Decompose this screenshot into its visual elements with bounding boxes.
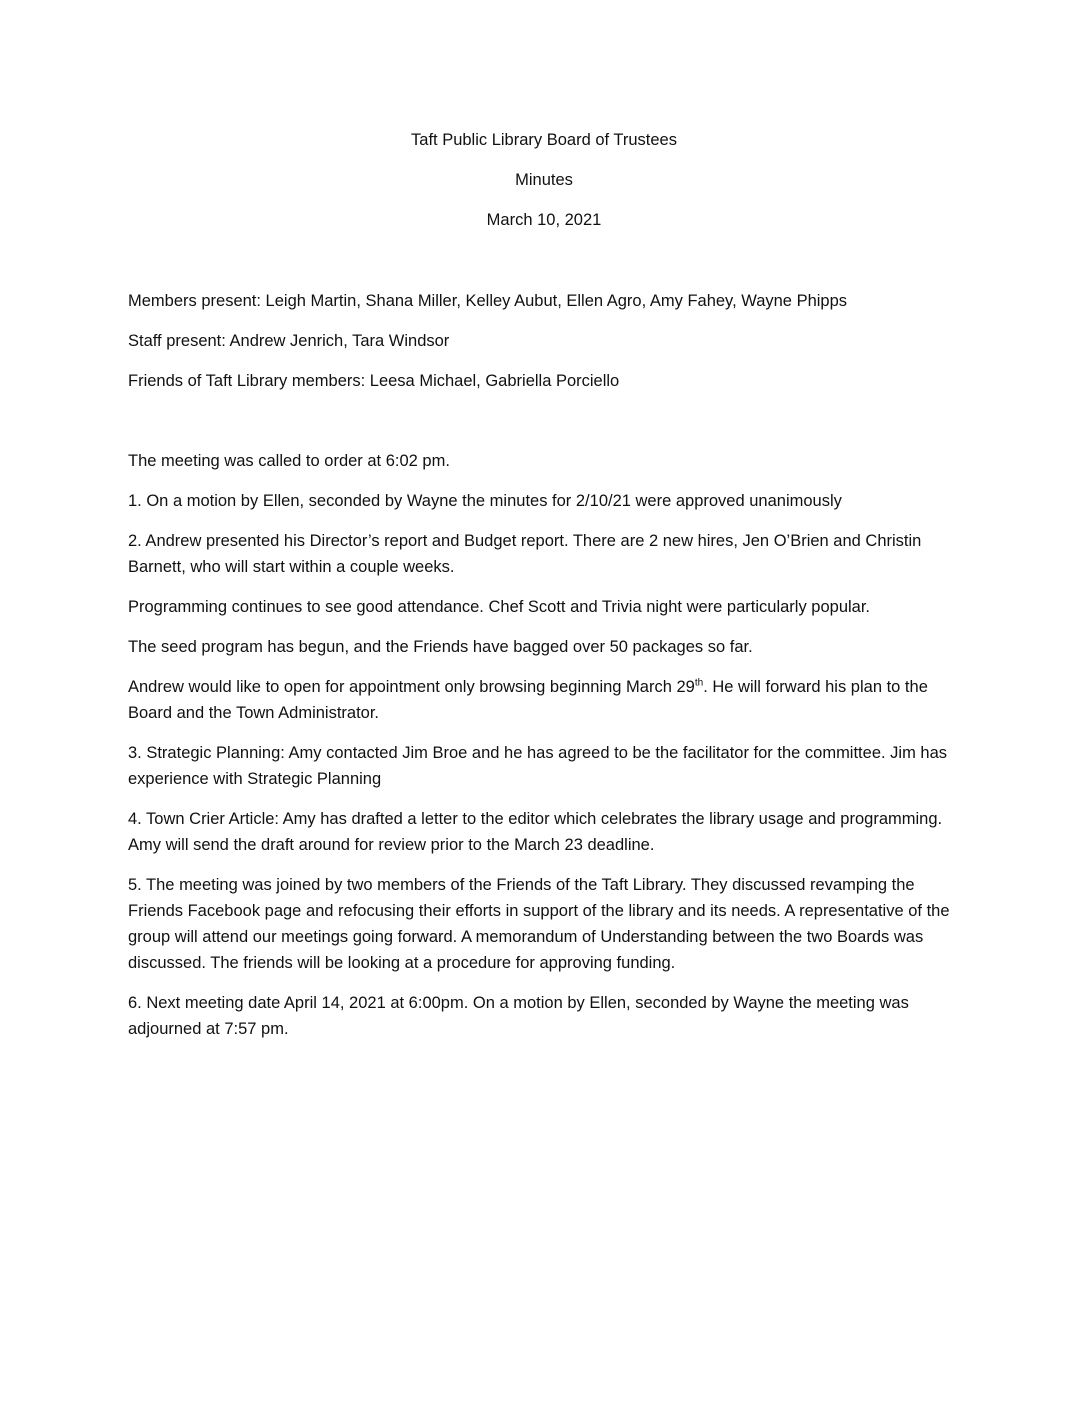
staff-present: Staff present: Andrew Jenrich, Tara Windsor [128,332,450,350]
call-to-order: The meeting was called to order at 6:02 pm. [128,452,450,470]
minutes-item-4: 4. Town Crier Article: Amy has drafted a letter to the editor which celebrates the library usage and programming. Amy will send the draft around for review prior to the March 23 deadline. [128,810,943,854]
reopening-note-text-continued: . He will forward his plan to the Board and the Town Administrator. [128,678,928,722]
minutes-item-2: 2. Andrew presented his Director’s report and Budget report. There are 2 new hires, Jen O’Brien and Christin Barnett, who will start within a couple weeks. [128,532,922,576]
seed-program-note: The seed program has begun, and the Friends have bagged over 50 packages so far. [128,638,753,656]
attendance-section [128,288,968,408]
friends-present: Friends of Taft Library members: Leesa Michael, Gabriella Porciello [128,372,620,390]
document-title: Taft Public Library Board of Trustees [411,131,677,149]
document-subtitle: Minutes [515,171,573,189]
minutes-item-6: 6. Next meeting date April 14, 2021 at 6:00pm. On a motion by Ellen, seconded by Wayne the meeting was adjourned at 7:57 pm. [128,994,909,1038]
minutes-item-1: 1. On a motion by Ellen, seconded by Wayne the minutes for 2/10/21 were approved unanimously [128,492,842,510]
document-header [0,129,1088,249]
reopening-note [128,674,968,726]
minutes-body [128,448,968,1056]
programming-note: Programming continues to see good attendance. Chef Scott and Trivia night were particularly popular. [128,598,871,616]
meeting-date: March 10, 2021 [486,211,602,229]
members-present: Members present: Leigh Martin, Shana Miller, Kelley Aubut, Ellen Agro, Amy Fahey, Wayne Phipps [128,292,848,310]
reopening-note-text: Andrew would like to open for appointment only browsing beginning March 29 [128,678,695,696]
minutes-item-5: 5. The meeting was joined by two members of the Friends of the Taft Library. They discussed revamping the Friends Facebook page and refocusing their efforts in support of the library and its needs. A representative of the group will attend our meetings going forward. A memorandum of Understanding between the two Boards was discussed. The friends will be looking at a procedure for approving funding. [128,876,950,972]
ordinal-superscript: th [694,677,704,689]
minutes-item-3: 3. Strategic Planning: Amy contacted Jim Broe and he has agreed to be the facilitator for the committee. Jim has experience with Strategic Planning [128,744,948,788]
